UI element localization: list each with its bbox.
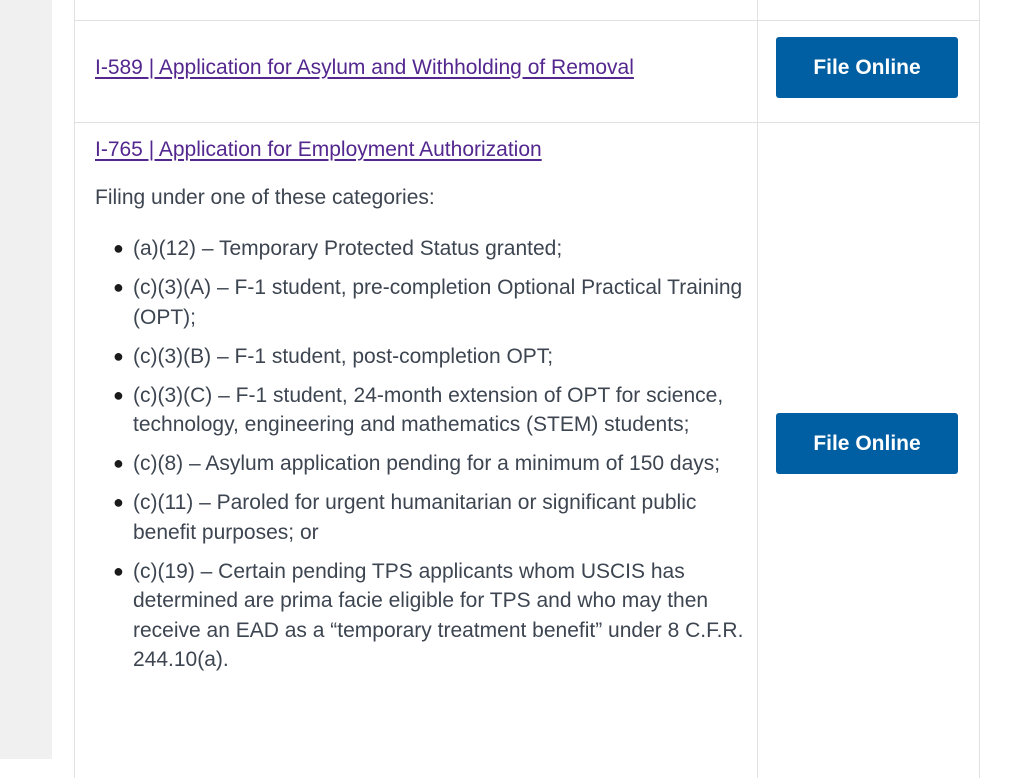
list-item (95, 381, 745, 440)
category-text: (c)(8) – Asylum application pending for a minimum of 150 days; (133, 452, 721, 475)
bullet-icon: ● (113, 384, 124, 405)
category-text: (a)(12) – Temporary Protected Status granted; (133, 237, 563, 260)
list-item (95, 488, 745, 547)
filing-categories-list (95, 234, 745, 684)
i-589-form-link[interactable]: I-589 | Application for Asylum and Withholding of Removal (95, 56, 634, 79)
bullet-icon: ● (113, 345, 124, 366)
list-item (95, 234, 745, 264)
row-divider (75, 20, 979, 21)
bullet-icon: ● (113, 277, 124, 297)
list-item (95, 557, 745, 675)
list-item (95, 342, 745, 372)
bullet-icon: ● (113, 453, 124, 473)
category-text: (c)(19) – Certain pending TPS applicants whom USCIS has determined are prima facie eligible for TPS and who may then receive an EAD as a “temporary treatment benefit” under 8 C.F.R. 244.10(a). (133, 559, 744, 671)
category-text: (c)(3)(C) – F-1 student, 24-month extension of OPT for science, technology, engineering and mathematics (STEM) students; (133, 383, 724, 436)
i-765-file-online-button[interactable]: File Online (776, 413, 958, 474)
list-item (95, 273, 745, 332)
bullet-icon: ● (113, 492, 124, 512)
filing-categories-intro: Filing under one of these categories: (95, 186, 435, 209)
bullet-icon: ● (113, 238, 124, 258)
i-765-form-link[interactable]: I-765 | Application for Employment Authorization (95, 138, 542, 161)
category-text: (c)(3)(A) – F-1 student, pre-completion Optional Practical Training (OPT); (133, 276, 743, 329)
list-item (95, 449, 745, 479)
bullet-icon: ● (113, 560, 124, 581)
category-text: (c)(3)(B) – F-1 student, post-completion OPT; (133, 344, 554, 368)
category-text: (c)(11) – Paroled for urgent humanitarian or significant public benefit purposes; or (133, 491, 697, 544)
column-divider (757, 0, 758, 778)
forms-table (74, 0, 980, 778)
i-589-file-online-button[interactable]: File Online (776, 37, 958, 98)
row-divider (75, 122, 979, 123)
page-left-gutter (0, 0, 52, 759)
